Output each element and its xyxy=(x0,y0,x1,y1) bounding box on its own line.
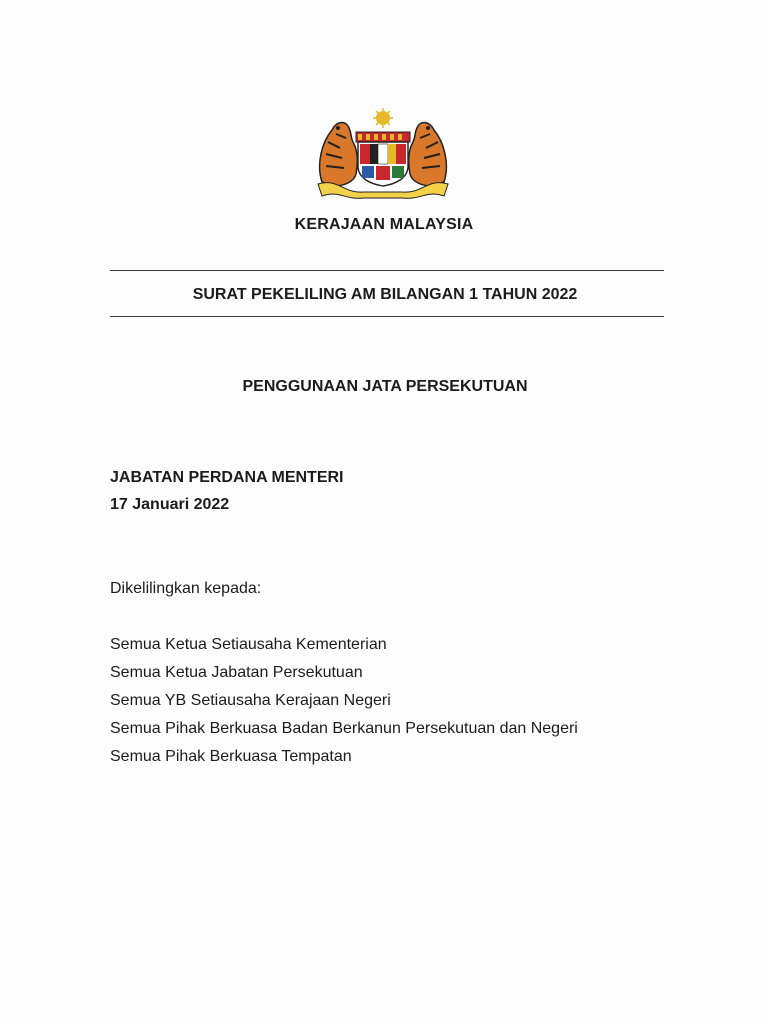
recipient-item: Semua Ketua Setiausaha Kementerian xyxy=(110,636,387,653)
recipient-item: Semua Ketua Jabatan Persekutuan xyxy=(110,664,363,681)
issuing-department: JABATAN PERDANA MENTERI xyxy=(110,469,344,486)
divider-top xyxy=(110,270,664,271)
government-title: KERAJAAN MALAYSIA xyxy=(294,216,474,233)
recipient-list xyxy=(110,634,578,774)
recipient-item: Semua YB Setiausaha Kerajaan Negeri xyxy=(110,692,391,709)
circular-subject: PENGGUNAAN JATA PERSEKUTUAN xyxy=(242,378,528,395)
circular-title: SURAT PEKELILING AM BILANGAN 1 TAHUN 2022 xyxy=(192,286,578,303)
divider-bottom xyxy=(110,316,664,317)
issue-date: 17 Januari 2022 xyxy=(110,496,230,513)
circulated-to-label: Dikelilingkan kepada: xyxy=(110,580,262,597)
coat-of-arms-emblem xyxy=(314,108,452,200)
recipient-item: Semua Pihak Berkuasa Badan Berkanun Persekutuan dan Negeri xyxy=(110,720,578,737)
recipient-item: Semua Pihak Berkuasa Tempatan xyxy=(110,748,352,765)
